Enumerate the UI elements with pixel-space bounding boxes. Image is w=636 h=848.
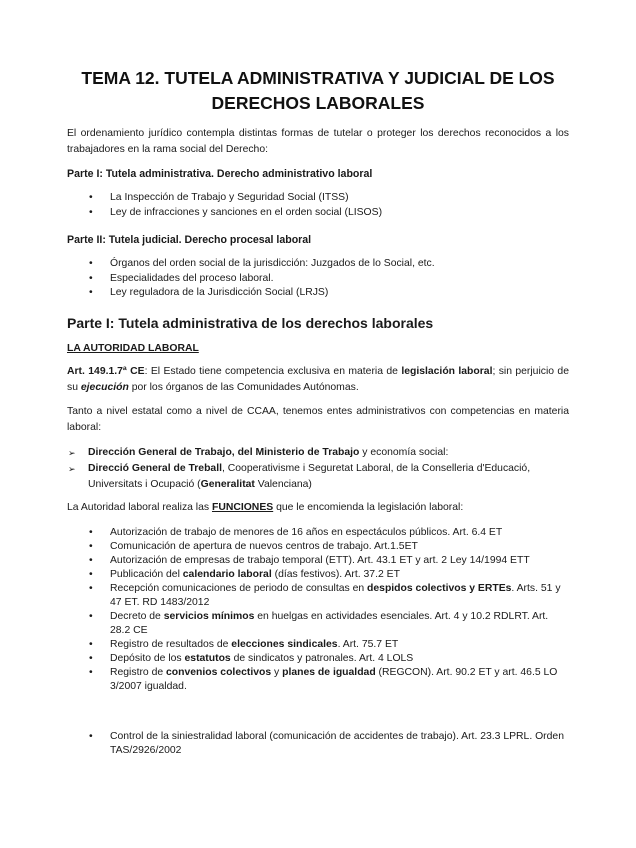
list-item: • Depósito de los estatutos de sindicatos y patronales. Art. 4 LOLS	[89, 653, 414, 664]
arrow-bullet-icon: ➢	[68, 464, 76, 474]
list-item: • Publicación del calendario laboral (días festivos). Art. 37.2 ET	[89, 569, 400, 580]
section-heading: Parte I: Tutela administrativa de los derechos laborales	[67, 315, 434, 331]
list-item: • Registro de convenios colectivos y planes de igualdad (REGCON). Art. 90.2 ET y art. 46.5 LO 3/2007 igualdad.	[89, 667, 558, 692]
bullet-icon: •	[89, 639, 93, 650]
list-item: ➢ Direcció General de Treball, Cooperativisme i Seguretat Laboral, de la Conselleria d'Educació, Universitats i Ocupació (Generalitat Valenciana)	[68, 463, 531, 490]
tanto-paragraph: Tanto a nivel estatal como a nivel de CCAA, tenemos entes administrativos con competencias en materia laboral:	[67, 406, 569, 433]
art-149-paragraph: Art. 149.1.7ª CE: El Estado tiene competencia exclusiva en materia de legislación laboral; sin perjuicio de su ejecución por los órganos de las Comunidades Autónomas.	[67, 366, 569, 393]
parte1-list	[67, 191, 569, 220]
bullet-icon: •	[89, 206, 93, 218]
bullet-icon: •	[89, 541, 93, 552]
bullet-icon: •	[89, 611, 93, 622]
list-item: • Especialidades del proceso laboral.	[67, 272, 569, 287]
list-item: • Órganos del orden social de la jurisdicción: Juzgados de lo Social, etc.	[67, 257, 569, 272]
bullet-icon: •	[89, 192, 93, 203]
bullet-icon: •	[89, 258, 93, 269]
list-item: • Registro de resultados de elecciones sindicales. Art. 75.7 ET	[89, 639, 399, 650]
parte1-heading: Parte I: Tutela administrativa. Derecho administrativo laboral	[67, 168, 373, 180]
list-item: • Recepción comunicaciones de periodo de consultas en despidos colectivos y ERTEs. Arts. 51 y 47 ET. RD 1483/2012	[89, 583, 561, 608]
bullet-icon: •	[89, 731, 93, 742]
funciones-paragraph: La Autoridad laboral realiza las FUNCIONES que le encomienda la legislación laboral:	[67, 502, 464, 513]
siniestralidad-list	[67, 730, 569, 758]
list-item: ➢ Dirección General de Trabajo, del Ministerio de Trabajo y economía social:	[67, 445, 569, 461]
list-item: • Ley de infracciones y sanciones en el orden social (LISOS)	[67, 206, 569, 221]
bullet-icon: •	[89, 555, 93, 566]
list-item: • Autorización de empresas de trabajo temporal (ETT). Art. 43.1 ET y art. 2 Ley 14/1994 ETT	[89, 555, 530, 566]
intro-paragraph: El ordenamiento jurídico contempla distintas formas de tutelar o proteger los derechos reconocidos a los trabajadores en la rama social del Derecho:	[67, 128, 569, 155]
list-item: • Ley reguladora de la Jurisdicción Social (LRJS)	[67, 286, 569, 301]
bullet-icon: •	[89, 583, 93, 594]
bullet-icon: •	[89, 287, 93, 298]
bullet-icon: •	[89, 272, 93, 284]
list-item: • La Inspección de Trabajo y Seguridad Social (ITSS)	[67, 191, 569, 206]
funciones-list	[67, 526, 569, 694]
bullet-icon: •	[89, 527, 93, 538]
bullet-icon: •	[89, 569, 93, 580]
title-line-2: DERECHOS LABORALES	[211, 93, 425, 113]
arrow-bullet-icon: ➢	[68, 448, 76, 458]
entes-list	[67, 445, 569, 493]
autoridad-laboral-heading: LA AUTORIDAD LABORAL	[67, 343, 199, 354]
parte2-heading: Parte II: Tutela judicial. Derecho procesal laboral	[67, 234, 312, 246]
list-item: • Autorización de trabajo de menores de 16 años en espectáculos públicos. Art. 6.4 ET	[89, 527, 503, 538]
parte2-list	[67, 257, 569, 301]
page-title	[60, 66, 576, 116]
bullet-icon: •	[89, 653, 93, 664]
list-item: • Decreto de servicios mínimos en huelgas en actividades esenciales. Art. 4 y 10.2 RDLRT. Art. 28.2 CE	[89, 611, 549, 636]
list-item: • Comunicación de apertura de nuevos centros de trabajo. Art.1.5ET	[89, 541, 418, 552]
title-line-1: TEMA 12. TUTELA ADMINISTRATIVA Y JUDICIAL DE LOS	[81, 68, 555, 88]
bullet-icon: •	[89, 667, 93, 678]
list-item: • Control de la siniestralidad laboral (comunicación de accidentes de trabajo). Art. 23.3 LPRL. Orden TAS/2926/2002	[89, 731, 564, 756]
